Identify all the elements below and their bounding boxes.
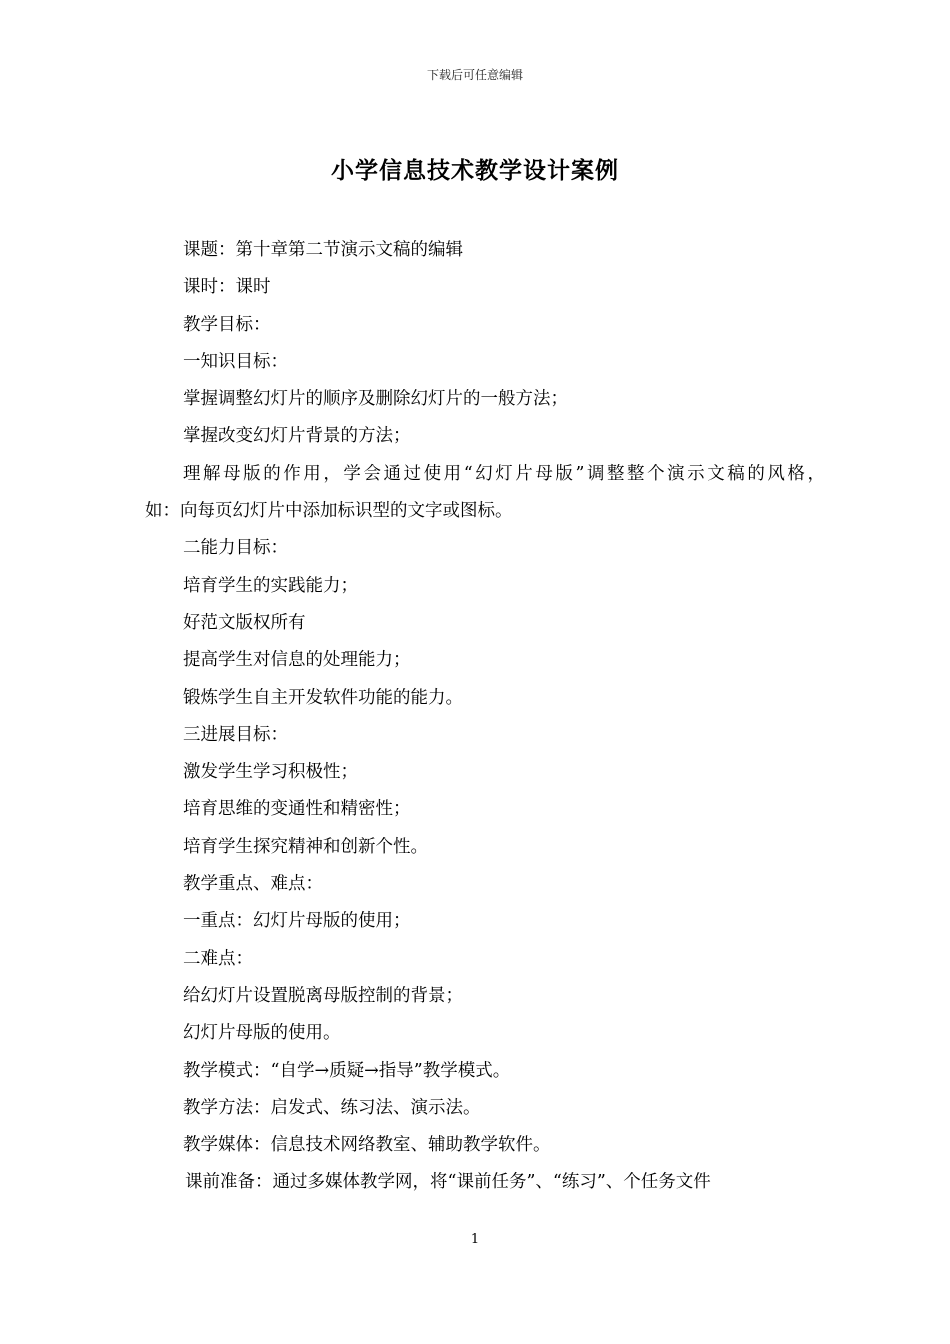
text-line: 如：向每页幻灯片中添加标识型的文字或图标。 (145, 501, 513, 522)
document-title: 小学信息技术教学设计案例 (331, 157, 619, 184)
text-line-teaching-mode: 教学模式：“自学→质疑→指导”教学模式。 (183, 1060, 511, 1081)
text-line: 提高学生对信息的处理能力； (183, 650, 411, 671)
text-line: 培育学生探究精神和创新个性。 (183, 836, 428, 857)
text-line-teaching-method: 教学方法：启发式、练习法、演示法。 (183, 1097, 481, 1118)
text-line-knowledge-goals: 一知识目标： (183, 351, 288, 372)
text-line: 培育思维的变通性和精密性； (183, 799, 411, 820)
text-line: 给幻灯片设置脱离母版控制的背景； (183, 985, 463, 1006)
text-line-key-points-heading: 教学重点、难点： (183, 874, 323, 895)
text-line: 幻灯片母版的使用。 (183, 1023, 341, 1044)
text-line: 掌握调整幻灯片的顺序及删除幻灯片的一般方法； (183, 389, 568, 410)
text-line: 激发学生学习积极性； (183, 762, 358, 783)
document-body (145, 232, 825, 1202)
text-line: 一重点：幻灯片母版的使用； (183, 911, 411, 932)
text-line: 理解母版的作用，学会通过使用“幻灯片母版”调整整个演示文稿的风格， (183, 463, 825, 484)
text-line-goals-heading: 教学目标： (183, 314, 271, 335)
text-line: 掌握改变幻灯片背景的方法； (183, 426, 411, 447)
text-line-ability-goals: 二能力目标： (183, 538, 288, 559)
text-line: 锻炼学生自主开发软件功能的能力。 (183, 687, 463, 708)
page-number: 1 (470, 1232, 480, 1247)
text-line-topic: 课题：第十章第二节演示文稿的编辑 (183, 240, 463, 260)
text-line-preparation: 课前准备：通过多媒体教学网，将“课前任务”、“练习”、个任务文件 (185, 1172, 711, 1193)
text-line: 二难点： (183, 948, 253, 969)
text-line-teaching-media: 教学媒体：信息技术网络教室、辅助教学软件。 (183, 1135, 551, 1156)
text-line: 培育学生的实践能力； (183, 575, 358, 596)
text-line-development-goals: 三进展目标： (183, 724, 288, 745)
header-note: 下载后可任意编辑 (426, 68, 523, 82)
text-line: 好范文版权所有 (183, 612, 306, 633)
text-line-period: 课时：课时 (183, 277, 271, 298)
